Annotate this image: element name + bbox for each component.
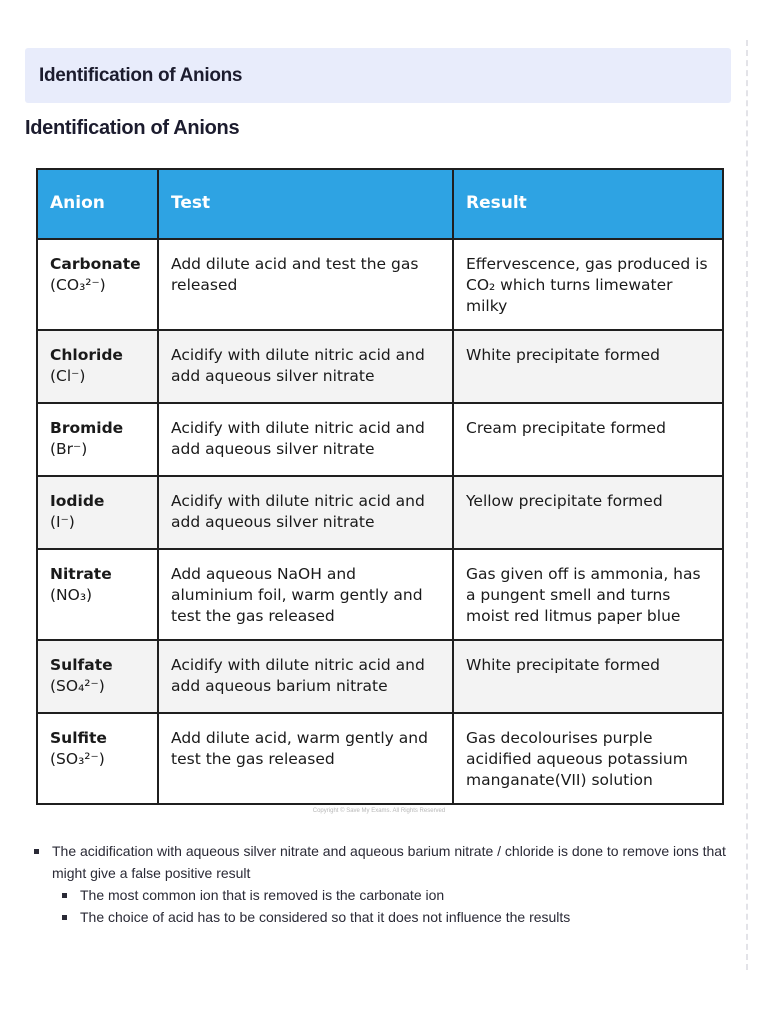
anion-name: Sulfate [50,656,113,674]
table-row [37,713,723,804]
anion-cell [37,330,158,403]
result-cell: Gas given off is ammonia, has a pungent smell and turns moist red litmus paper blue [453,549,723,640]
list-item [80,884,752,906]
anion-cell [37,640,158,713]
anion-cell [37,403,158,476]
result-cell: Gas decolourises purple acidified aqueous potassium manganate(VII) solution [453,713,723,804]
anion-name: Carbonate [50,255,141,273]
anion-cell [37,549,158,640]
table-header-row [37,169,723,239]
anion-cell [37,476,158,549]
anion-name: Chloride [50,346,123,364]
test-cell: Acidify with dilute nitric acid and add aqueous silver nitrate [158,330,453,403]
anion-formula: (Br⁻) [50,440,88,458]
anion-formula: (I⁻) [50,513,75,531]
banner-title: Identification of Anions [39,64,243,86]
table-row [37,640,723,713]
anion-name: Iodide [50,492,105,510]
section-title: Identification of Anions [25,117,240,139]
note-sub: The most common ion that is removed is the carbonate ion [80,887,445,903]
anion-tests-table [36,168,724,805]
result-cell: Yellow precipitate formed [453,476,723,549]
copyright-note: Copyright © Save My Exams. All Rights Reserved [312,808,446,814]
result-cell: Effervescence, gas produced is CO₂ which turns limewater milky [453,239,723,330]
table-row [37,476,723,549]
result-cell: White precipitate formed [453,330,723,403]
test-cell: Acidify with dilute nitric acid and add aqueous silver nitrate [158,403,453,476]
table-row [37,330,723,403]
header-test: Test [158,169,453,239]
topic-banner [25,48,731,103]
test-cell: Acidify with dilute nitric acid and add aqueous barium nitrate [158,640,453,713]
anion-name: Bromide [50,419,124,437]
result-cell: Cream precipitate formed [453,403,723,476]
note-main: The acidification with aqueous silver nitrate and aqueous barium nitrate / chloride is done to remove ions that might give a false positive result [52,843,726,881]
list-item [52,840,752,928]
result-cell: White precipitate formed [453,640,723,713]
note-sub: The choice of acid has to be considered so that it does not influence the results [80,909,571,925]
anion-formula: (SO₄²⁻) [50,677,105,695]
anion-formula: (NO₃) [50,586,93,604]
anion-formula: (Cl⁻) [50,367,86,385]
test-cell: Add dilute acid and test the gas released [158,239,453,330]
notes-list [28,840,752,928]
header-result: Result [453,169,723,239]
table-row [37,403,723,476]
test-cell: Add dilute acid, warm gently and test the gas released [158,713,453,804]
anion-formula: (SO₃²⁻) [50,750,105,768]
anion-table-figure [36,168,722,814]
anion-name: Sulfite [50,729,107,747]
sub-notes-list [52,884,752,928]
list-item [80,906,752,928]
table-row [37,549,723,640]
anion-formula: (CO₃²⁻) [50,276,106,294]
test-cell: Acidify with dilute nitric acid and add aqueous silver nitrate [158,476,453,549]
header-anion: Anion [37,169,158,239]
table-row [37,239,723,330]
anion-name: Nitrate [50,565,112,583]
test-cell: Add aqueous NaOH and aluminium foil, warm gently and test the gas released [158,549,453,640]
anion-cell [37,239,158,330]
page-divider [746,40,748,970]
anion-cell [37,713,158,804]
